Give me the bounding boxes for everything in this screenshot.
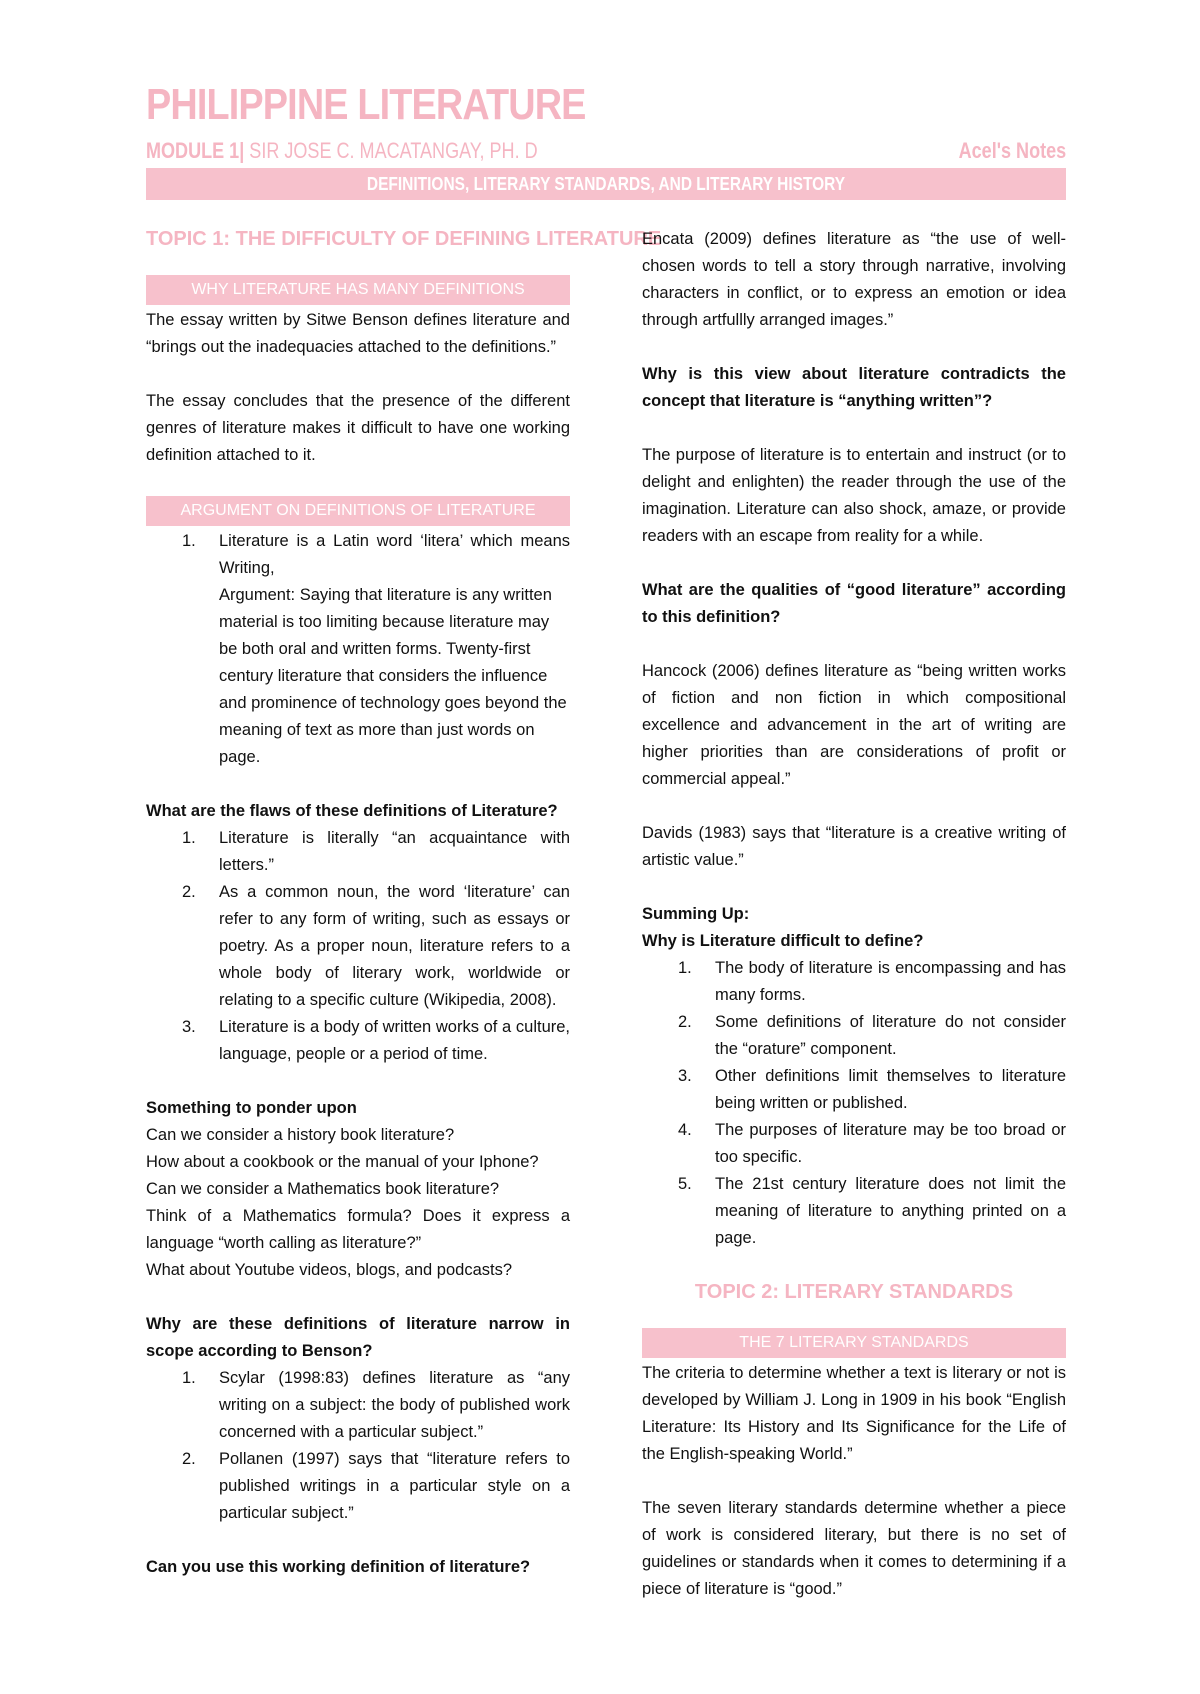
paragraph: The seven literary standards determine whether a piece of work is considered literary, but there is no set of guidelines or standards when it comes to determining if a piece of literature is “good.” xyxy=(642,1499,1066,1598)
list-number: 2. xyxy=(182,883,196,901)
narrow-list xyxy=(146,1365,570,1527)
list-text: Literature is a Latin word ‘litera’ which means Writing, xyxy=(219,532,570,577)
left-column xyxy=(146,226,662,1581)
list-number: 1. xyxy=(182,532,196,550)
list-text: The 21st century literature does not limit the meaning of literature to anything printed on a page. xyxy=(715,1175,1066,1247)
module-number: MODULE 1| xyxy=(146,138,245,163)
paragraph: The essay concludes that the presence of the different genres of literature makes it difficult to have one working definition attached to it. xyxy=(146,392,570,464)
paragraph: Davids (1983) says that “literature is a creative writing of artistic value.” xyxy=(642,824,1066,869)
list-item xyxy=(146,1365,570,1446)
list-number: 4. xyxy=(678,1121,692,1139)
list-number: 1. xyxy=(182,1369,196,1387)
topic-1-heading: TOPIC 1: THE DIFFICULTY OF DEFINING LITERATURE xyxy=(146,228,662,250)
list-number: 2. xyxy=(678,1013,692,1031)
module-info xyxy=(146,138,538,164)
argument-list xyxy=(146,528,570,771)
list-text: Literature is a body of written works of a culture, language, people or a period of time. xyxy=(219,1018,570,1063)
list-item xyxy=(146,1446,570,1527)
list-number: 1. xyxy=(182,829,196,847)
paragraph: Hancock (2006) defines literature as “being written works of fiction and non fiction in which compositional excellence and advancement in the art of writing are higher priorities than are considerations of profit or commercial appeal.” xyxy=(642,662,1066,788)
flaws-list xyxy=(146,825,570,1068)
list-number: 3. xyxy=(678,1067,692,1085)
list-number: 5. xyxy=(678,1175,692,1193)
ponder-line: Can we consider a history book literature? xyxy=(146,1126,455,1144)
list-text: As a common noun, the word ‘literature’ can refer to any form of writing, such as essays or poetry. As a proper noun, literature refers to a whole body of literary work, worldwide or relating to a specific culture (Wikipedia, 2008). xyxy=(219,883,570,1009)
list-text: The purposes of literature may be too broad or too specific. xyxy=(715,1121,1066,1166)
list-text: Other definitions limit themselves to literature being written or published. xyxy=(715,1067,1066,1112)
topic-2-heading: TOPIC 2: LITERARY STANDARDS xyxy=(694,1281,1014,1303)
list-text: Scylar (1998:83) defines literature as “any writing on a subject: the body of published work concerned with a particular subject.” xyxy=(219,1369,570,1441)
ponder-line: Can we consider a Mathematics book literature? xyxy=(146,1180,500,1198)
question-heading: Why are these definitions of literature narrow in scope according to Benson? xyxy=(146,1315,570,1360)
list-item xyxy=(146,528,570,771)
right-column xyxy=(642,226,1066,1603)
module-instructor: SIR JOSE C. MACATANGAY, PH. D xyxy=(244,138,538,163)
list-number: 3. xyxy=(182,1018,196,1036)
summing-up-heading: Summing Up: xyxy=(642,905,750,923)
paragraph: The purpose of literature is to entertain and instruct (or to delight and enlighten) the reader through the use of the imagination. Literature can also shock, amaze, or provide readers with an escape from reality for a while. xyxy=(642,446,1066,545)
list-item xyxy=(642,955,1066,1009)
list-item xyxy=(146,879,570,1014)
ponder-heading: Something to ponder upon xyxy=(146,1099,357,1117)
list-item xyxy=(146,1014,570,1068)
list-item xyxy=(146,825,570,879)
banner-text: DEFINITIONS, LITERARY STANDARDS, AND LITERARY HISTORY xyxy=(366,174,846,194)
ponder-list xyxy=(146,1122,570,1284)
ponder-line: What about Youtube videos, blogs, and podcasts? xyxy=(146,1261,513,1279)
ponder-line: How about a cookbook or the manual of your Iphone? xyxy=(146,1153,539,1171)
list-text: Some definitions of literature do not consider the “orature” component. xyxy=(715,1013,1066,1058)
paragraph: The essay written by Sitwe Benson defines literature and “brings out the inadequacies attached to the definitions.” xyxy=(146,311,570,356)
paragraph: The criteria to determine whether a text is literary or not is developed by William J. Long in 1909 in his book “English Literature: Its History and Its Significance for the Life of the English-speaking World.” xyxy=(642,1364,1066,1463)
question-heading: What are the flaws of these definitions of Literature? xyxy=(146,802,558,820)
list-text: The body of literature is encompassing and has many forms. xyxy=(715,959,1066,1004)
list-text: Literature is literally “an acquaintance with letters.” xyxy=(219,829,570,874)
question-heading: Why is Literature difficult to define? xyxy=(642,932,924,950)
notes-label: Acel's Notes xyxy=(958,138,1066,163)
module-banner xyxy=(146,168,1066,200)
ponder-line: Think of a Mathematics formula? Does it express a language “worth calling as literature?” xyxy=(146,1207,570,1252)
list-item xyxy=(642,1171,1066,1252)
question-heading: Why is this view about literature contradicts the concept that literature is “anything written”? xyxy=(642,365,1066,410)
list-item xyxy=(642,1063,1066,1117)
paragraph: Encata (2009) defines literature as “the use of well-chosen words to tell a story through narrative, involving characters in conflict, or to express an emotion or idea through artfullly arranged images.” xyxy=(642,230,1066,329)
section-seven-standards: THE 7 LITERARY STANDARDS xyxy=(642,1328,1066,1358)
question-heading: Can you use this working definition of literature? xyxy=(146,1558,531,1576)
list-number: 2. xyxy=(182,1450,196,1468)
section-why-many-definitions: WHY LITERATURE HAS MANY DEFINITIONS xyxy=(146,275,570,305)
list-text: Pollanen (1997) says that “literature refers to published writings in a particular style on a particular subject.” xyxy=(219,1450,570,1522)
summing-up-list xyxy=(642,955,1066,1252)
list-number: 1. xyxy=(678,959,692,977)
document-title: PHILIPPINE LITERATURE xyxy=(146,80,586,129)
question-heading: What are the qualities of “good literature” according to this definition? xyxy=(642,581,1066,626)
list-item xyxy=(642,1009,1066,1063)
list-item xyxy=(642,1117,1066,1171)
argument-text: Argument: Saying that literature is any written material is too limiting because literature may be both oral and written forms. Twenty-first century literature that considers the influence and prominence of technology goes beyond the meaning of text as more than just words on page. xyxy=(219,586,567,766)
section-argument-definitions: ARGUMENT ON DEFINITIONS OF LITERATURE xyxy=(146,496,570,526)
